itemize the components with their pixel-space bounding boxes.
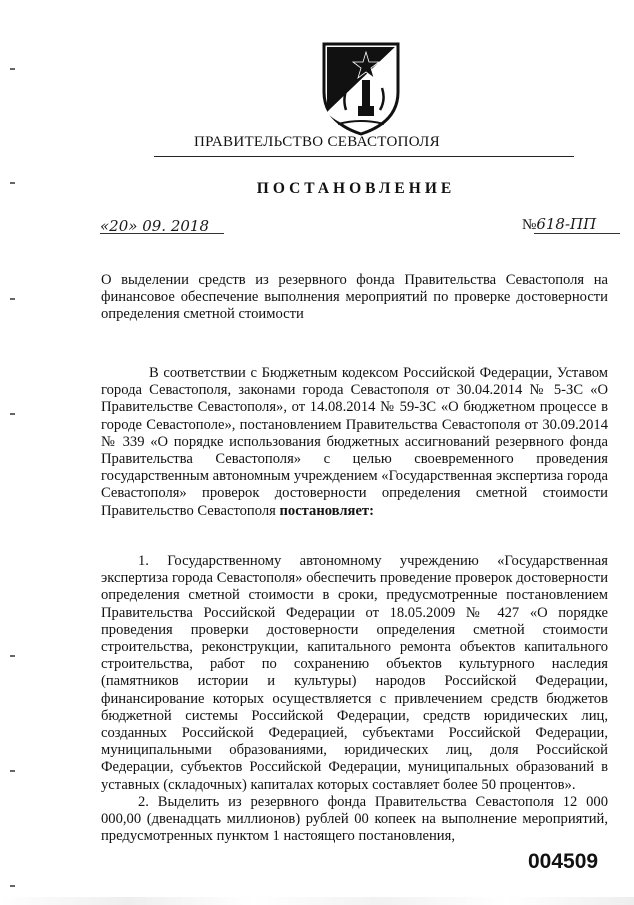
number-underline bbox=[534, 233, 620, 234]
document-type-title: ПОСТАНОВЛЕНИЕ bbox=[256, 180, 456, 197]
margin-mark bbox=[10, 182, 15, 184]
stamp-number: 004509 bbox=[528, 850, 599, 873]
date-handwritten: «20» 09. 2018 bbox=[100, 217, 210, 235]
margin-mark bbox=[10, 655, 15, 657]
document-date bbox=[100, 217, 209, 236]
preamble-text: В соответствии с Бюджетным кодексом Российской Федерации, Уставом города Севастополя, законами города Севастополя от 30.04.2014 № 5-ЗС «О Правительстве Севастополя», от 14.08.2014 № 59-ЗС «О бюджетном процессе в городе Севастополе», постановлением Правительства Севастополя от 30.09.2014 № 339 «О порядке использования бюджетных ассигнований резервного фонда Правительства Севастополя» с целью своевременного проведения государственным автономным учреждением «Государственная экспертиза города Севастополя» проверок достоверности определения сметной стоимости Правительство Севастополя bbox=[101, 365, 608, 519]
resolves-keyword: постановляет: bbox=[279, 502, 374, 519]
subject-heading: О выделении средств из резервного фонда Правительства Севастополя на финансовое обеспечение выполнения мероприятий по проверке достоверности определения сметной стоимости bbox=[101, 272, 608, 323]
resolution-items bbox=[101, 553, 608, 845]
government-name: ПРАВИТЕЛЬСТВО СЕВАСТОПОЛЯ bbox=[194, 134, 440, 150]
margin-mark bbox=[10, 413, 15, 415]
number-handwritten: 618-ПП bbox=[536, 215, 597, 233]
scan-edge bbox=[0, 897, 634, 905]
margin-mark bbox=[10, 68, 15, 70]
header-divider bbox=[154, 156, 574, 157]
resolution-item-1: 1. Государственному автономному учреждению «Государственная экспертиза города Севастополя» обеспечить проведение проверок достоверности определения сметной стоимости в сроки, предусмотренные постановлением Правительства Российской Федерации от 18.05.2009 № 427 «О порядке проведения проверки достоверности определения сметной стоимости строительства, реконструкции, капитального ремонта объектов капитального строительства, работ по сохранению объектов культурного наследия (памятников истории и культуры) народов Российской Федерации, финансирование которых осуществляется с привлечением средств бюджетов бюджетной системы Российской Федерации, средств юридических лиц, созданных Российской Федерацией, субъектами Российской Федерации, муниципальными образованиями, юридических лиц, доля Российской Федерации, субъектов Российской Федерации, муниципальных образований в уставных (складочных) капиталах которых составляет более 50 процентов». bbox=[101, 553, 608, 793]
preamble-paragraph bbox=[101, 365, 608, 520]
margin-mark bbox=[10, 770, 15, 772]
sevastopol-coat-of-arms-icon bbox=[318, 40, 404, 136]
date-underline bbox=[100, 233, 224, 234]
margin-mark bbox=[10, 885, 15, 887]
number-prefix: № bbox=[522, 217, 537, 233]
resolution-item-2: 2. Выделить из резервного фонда Правительства Севастополя 12 000 000,00 (двенадцать миллионов) рублей 00 копеек на выполнение мероприятий, предусмотренных пунктом 1 настоящего постановления, bbox=[101, 793, 608, 845]
margin-mark bbox=[10, 298, 15, 300]
document-number bbox=[522, 215, 596, 234]
